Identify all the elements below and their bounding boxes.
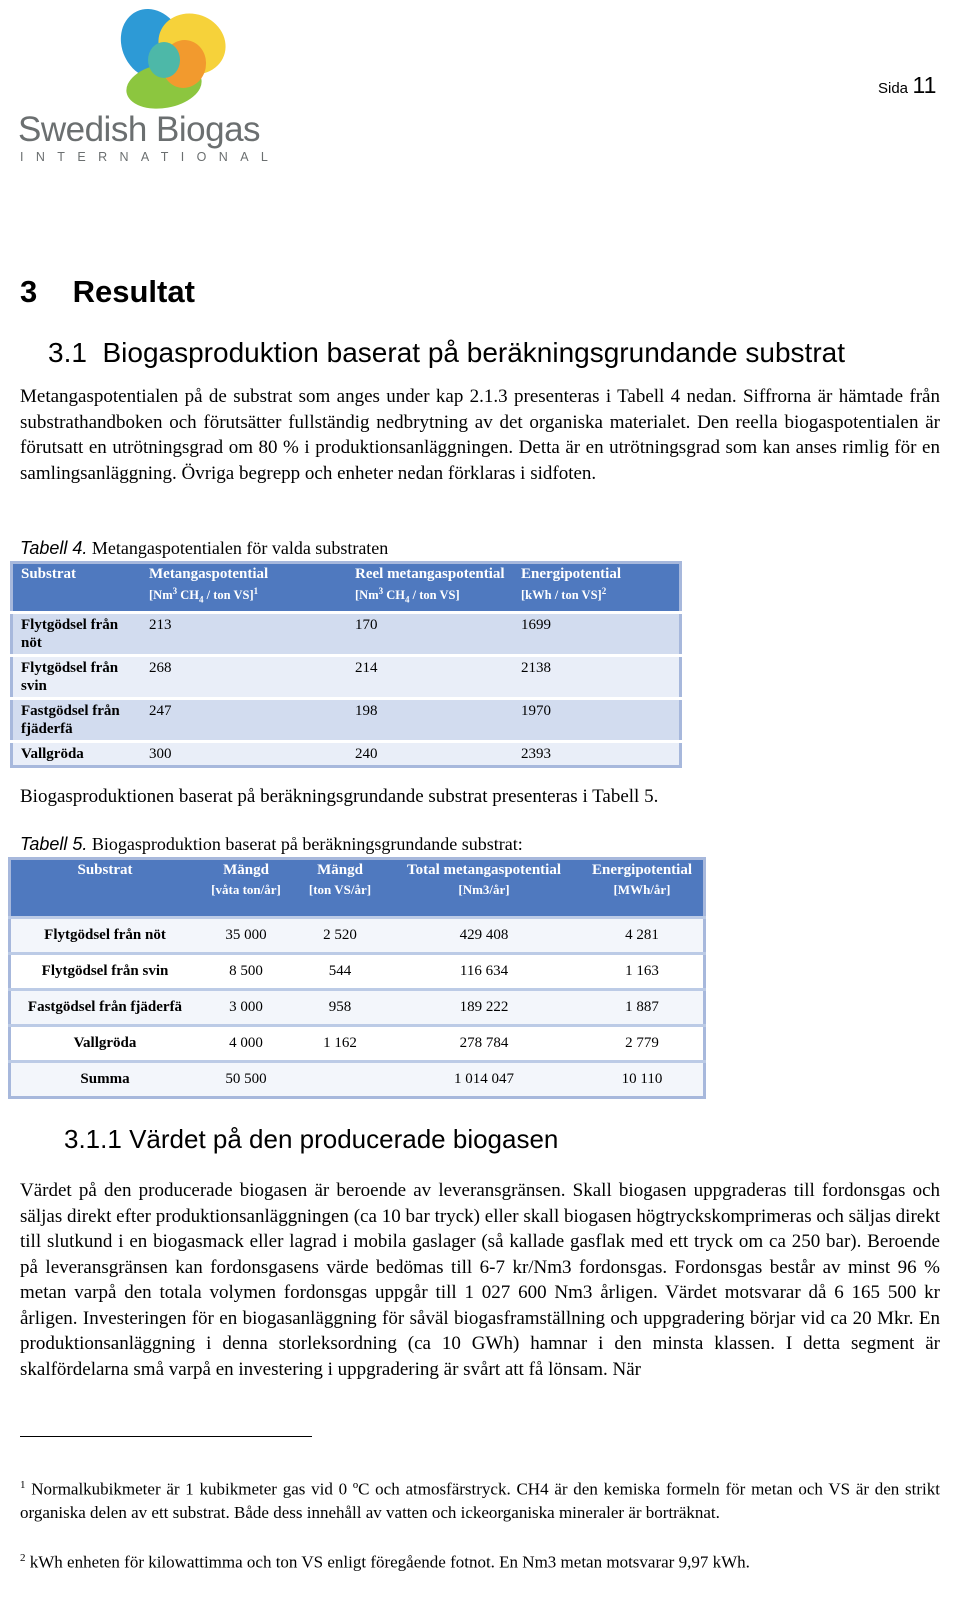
subsubsection-title: Värdet på den producerade biogasen: [129, 1124, 559, 1154]
cell-reel: 240: [347, 741, 513, 766]
page-label: Sida: [878, 80, 909, 97]
table-row: [10, 1026, 705, 1062]
table-row: [12, 655, 681, 698]
cell-energi: 1 887: [581, 990, 705, 1026]
section-heading: [20, 274, 195, 310]
footnote-ref-2: 2: [601, 586, 607, 596]
cell-energi: 2393: [513, 741, 681, 766]
col-header-energi: [513, 563, 681, 613]
cell-vs: 2 520: [293, 918, 387, 954]
cell-energi: 1 163: [581, 954, 705, 990]
subsection-number: 3.1: [48, 337, 87, 368]
logo-name: Swedish Biogas: [18, 110, 261, 149]
cell-substrat: Summa: [10, 1062, 200, 1098]
col-header-metan-unit: [Nm$^3$ $CH_4$ / ton VS]$^1$: [149, 586, 259, 605]
cell-substrat: Vallgröda: [10, 1026, 200, 1062]
cell-substrat: Flytgödsel från svin: [12, 655, 142, 698]
col-header-mangd-vata: Mängd [våta ton/år]: [199, 859, 293, 918]
col-header-reel-unit: [Nm$^3$ $CH_4$ / ton VS]: [355, 586, 460, 605]
col-header-mangd-vs: Mängd [ton VS/år]: [293, 859, 387, 918]
col-header-reel: [347, 563, 513, 613]
cell-energi: 10 110: [581, 1062, 705, 1098]
col-header-reel-label: Reel metangaspotential: [355, 566, 505, 582]
cell-total: 116 634: [387, 954, 581, 990]
table-row: [12, 741, 681, 766]
cell-total: 278 784: [387, 1026, 581, 1062]
logo-mark-icon: [12, 2, 282, 112]
cell-reel: 214: [347, 655, 513, 698]
cell-vs: 1 162: [293, 1026, 387, 1062]
table4-methane-potential: [10, 561, 682, 768]
cell-metan: 268: [141, 655, 347, 698]
cell-vata: 8 500: [199, 954, 293, 990]
cell-vata: 50 500: [199, 1062, 293, 1098]
table-row: [12, 698, 681, 741]
footnote-mark: 1: [20, 1479, 26, 1491]
table4-caption-text: Metangaspotentialen för valda substraten: [91, 538, 389, 558]
cell-vs: 544: [293, 954, 387, 990]
col-header-total: Total metangaspotential [Nm3/år]: [387, 859, 581, 918]
cell-substrat: Flytgödsel från svin: [10, 954, 200, 990]
subsection-heading: [48, 337, 845, 369]
col-header-energi-unit: [kWh / ton VS]$^2$: [521, 586, 607, 603]
cell-total: 189 222: [387, 990, 581, 1026]
table-row: [10, 990, 705, 1026]
section-title: Resultat: [72, 274, 195, 309]
table4-caption: [20, 538, 388, 559]
cell-substrat: Fastgödsel från fjäderfä: [10, 990, 200, 1026]
cell-substrat: Fastgödsel från fjäderfä: [12, 698, 142, 741]
cell-total: 1 014 047: [387, 1062, 581, 1098]
footnote-divider: [20, 1436, 312, 1437]
cell-total: 429 408: [387, 918, 581, 954]
subsection-title: Biogasproduktion baserat på beräkningsgrundande substrat: [102, 337, 846, 368]
table5-caption-label: Tabell 5.: [20, 834, 88, 854]
col-header-metan-label: Metangaspotential: [149, 566, 269, 582]
cell-vata: 3 000: [199, 990, 293, 1026]
subsubsection-heading: [64, 1124, 558, 1155]
footnote-text: kWh enheten för kilowattimma och ton VS enligt föregående fotnot. En Nm3 metan motsvarar 9,97 kWh.: [29, 1552, 750, 1572]
cell-energi: 4 281: [581, 918, 705, 954]
cell-vs: [293, 1062, 387, 1098]
subsubsection-number: 3.1.1: [64, 1124, 122, 1154]
table5-biogas-production: [8, 857, 706, 1099]
col-header-metan: [141, 563, 347, 613]
footnote-ref-1: 1: [253, 586, 259, 596]
cell-reel: 198: [347, 698, 513, 741]
table-header-row: [10, 859, 705, 918]
footnote-text: Normalkubikmeter är 1 kubikmeter gas vid 0 ºC och atmosfärstryck. CH4 är den kemiska formeln för metan och VS är den strikt organiska delen av ett substrat. Både dess innehåll av vatten och ickeorganiska mineraler är borträknat.: [20, 1479, 941, 1522]
table5-caption: [20, 834, 523, 855]
cell-substrat: Flytgödsel från nöt: [10, 918, 200, 954]
col-header-energi-label: Energipotential: [521, 566, 621, 582]
table-header-row: [12, 563, 681, 613]
cell-metan: 247: [141, 698, 347, 741]
cell-reel: 170: [347, 612, 513, 655]
paragraph-value: Värdet på den producerade biogasen är beroende av leveransgränsen. Skall biogasen uppgraderas till fordonsgas och säljas direkt efter produktionsanläggningen (ca 10 bar tryck) eller skall biogasen högtryckskomprimeras och säljas direkt till slutkund i en biogasmack eller lagrad i mobila gaslager (så kallade gasflak med ett tryck om ca 250 bar). Beroende på leveransgränsen kan fordonsgasens värde bedömas till 6-7 kr/Nm3 fordonsgas. Fordonsgas består av minst 96 % metan varpå den totala volymen fordonsgas uppgår till 1 027 600 Nm3 årligen. Värdet motsvarar då 6 165 500 kr årligen. Investeringen för en biogasanläggning för såväl biogasframställning och uppgradering börjar vid ca 20 Mkr. En produktionsanläggning i denna storleksordning (ca 10 GWh) hamnar i den minsta klassen. I detta segment är skalfördelarna små varpå en investering i uppgradering är svårt att få lönsam. När: [20, 1180, 940, 1380]
page-number-value: 11: [912, 72, 937, 98]
table4-caption-label: Tabell 4.: [20, 538, 88, 558]
logo-subtitle: INTERNATIONAL: [20, 150, 281, 164]
col-header-energi: Energipotential [MWh/år]: [581, 859, 705, 918]
cell-substrat: Flytgödsel från nöt: [12, 612, 142, 655]
paragraph-table5-intro: Biogasproduktionen baserat på beräkningsgrundande substrat presenteras i Tabell 5.: [20, 786, 659, 807]
page-number: [878, 72, 936, 99]
table-row-sum: [10, 1062, 705, 1098]
footnote-mark: 2: [20, 1552, 26, 1564]
col-header-substrat: Substrat: [10, 859, 200, 918]
table-row: [12, 612, 681, 655]
cell-vata: 35 000: [199, 918, 293, 954]
col-header-substrat: Substrat: [12, 563, 142, 613]
section-number: 3: [20, 274, 38, 309]
cell-metan: 300: [141, 741, 347, 766]
cell-energi: 1970: [513, 698, 681, 741]
table5-caption-text: Biogasproduktion baserat på beräkningsgrundande substrat:: [91, 834, 523, 854]
cell-vs: 958: [293, 990, 387, 1026]
cell-energi: 2 779: [581, 1026, 705, 1062]
table-row: [10, 954, 705, 990]
paragraph-intro: Metangaspotentialen på de substrat som anges under kap 2.1.3 presenteras i Tabell 4 nedan. Siffrorna är hämtade från substrathandboken och förutsätter fullständig nedbrytning av det organiska materialet. Den reella biogaspotentialen är förutsatt en utrötningsgrad om 80 % i produktionsanläggningen. Detta är en utrötningsgrad som kan anses rimlig för en samlingsanläggning. Övriga begrepp och enheter nedan förklaras i sidfoten.: [20, 386, 940, 484]
cell-energi: 2138: [513, 655, 681, 698]
footnote-2: [20, 1547, 940, 1574]
cell-vata: 4 000: [199, 1026, 293, 1062]
cell-metan: 213: [141, 612, 347, 655]
cell-energi: 1699: [513, 612, 681, 655]
footnote-1: [20, 1474, 940, 1524]
table-row: [10, 918, 705, 954]
cell-substrat: Vallgröda: [12, 741, 142, 766]
